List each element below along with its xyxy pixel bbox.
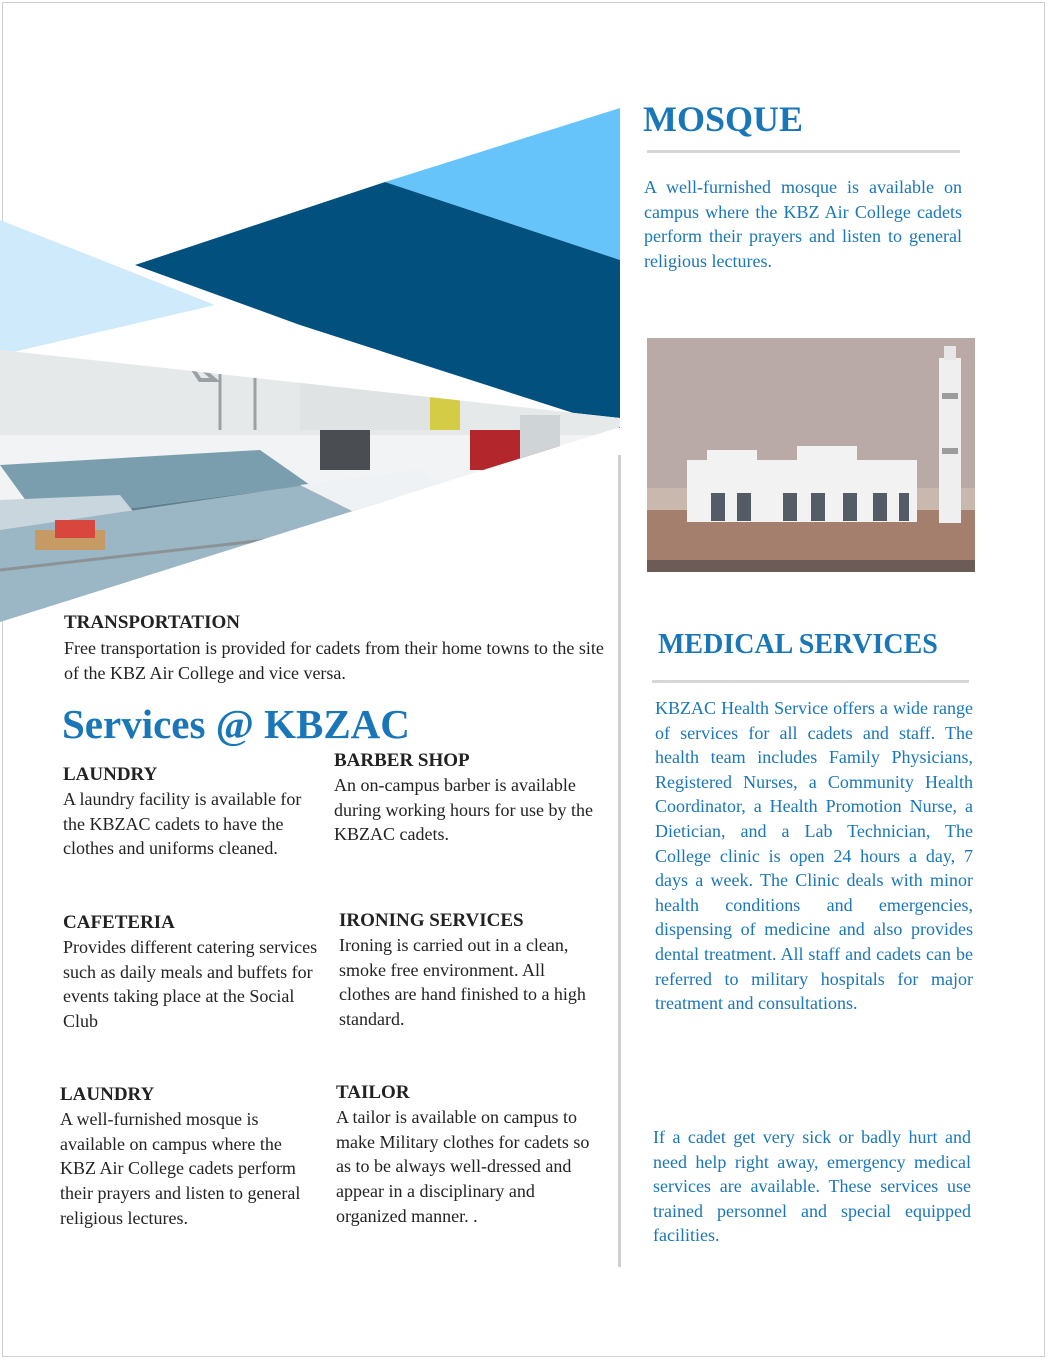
mosque-photo bbox=[647, 338, 975, 572]
mosque-text: A well-furnished mosque is available on campus where the KBZ Air College cadets perform their prayers and listen to general religious lectures. bbox=[644, 177, 962, 271]
service-ironing bbox=[339, 909, 599, 1032]
service-heading: IRONING SERVICES bbox=[339, 910, 524, 931]
transportation-text: Free transportation is provided for cadets from their home towns to the site of the KBZ Air College and vice versa. bbox=[64, 638, 604, 683]
transportation-heading: TRANSPORTATION bbox=[64, 612, 240, 633]
services-title: Services @ KBZAC bbox=[62, 701, 410, 747]
service-heading: CAFETERIA bbox=[63, 912, 175, 933]
medical-heading: MEDICAL SERVICES bbox=[658, 629, 938, 660]
service-text: A well-furnished mosque is available on campus where the KBZ Air College cadets perform their prayers and listen to general religious lectures. bbox=[60, 1109, 301, 1228]
medical-rule bbox=[652, 680, 969, 683]
service-heading: TAILOR bbox=[336, 1082, 410, 1103]
service-text: Ironing is carried out in a clean, smoke free environment. All clothes are hand finished to a high standard. bbox=[339, 935, 586, 1030]
service-text: A laundry facility is available for the KBZAC cadets to have the clothes and uniforms cleaned. bbox=[63, 789, 302, 859]
light-blue-triangle bbox=[0, 220, 215, 355]
service-heading: BARBER SHOP bbox=[334, 750, 470, 771]
medical-text-2: If a cadet get very sick or badly hurt and need help right away, emergency medical services are available. These services use trained personnel and special equipped facilities. bbox=[653, 1127, 971, 1246]
service-laundry-2 bbox=[60, 1083, 315, 1231]
service-text: An on-campus barber is available during working hours for use by the KBZAC cadets. bbox=[334, 775, 593, 845]
service-tailor bbox=[336, 1081, 598, 1229]
service-heading: LAUNDRY bbox=[63, 764, 158, 785]
hero-graphic bbox=[0, 100, 625, 630]
service-heading: LAUNDRY bbox=[60, 1084, 155, 1105]
service-text: Provides different catering services such as daily meals and buffets for events taking place at the Social Club bbox=[63, 937, 318, 1032]
mosque-heading: MOSQUE bbox=[643, 99, 804, 139]
service-laundry bbox=[63, 763, 313, 861]
mosque-rule bbox=[647, 150, 960, 153]
column-divider bbox=[618, 455, 621, 1267]
service-barber-shop bbox=[334, 749, 594, 847]
service-text: A tailor is available on campus to make Military clothes for cadets so as to be always well-dressed and appear in a disciplinary and organized manner. . bbox=[336, 1107, 590, 1226]
service-cafeteria bbox=[63, 911, 318, 1034]
medical-text-1: KBZAC Health Service offers a wide range of services for all cadets and staff. The health team includes Family Physicians, Registered Nurses, a Community Health Coordinator, a Health Promotion Nurse, a Dietician, and a Lab Technician, The College clinic is open 24 hours a day, 7 days a week. The Clinic deals with minor health conditions and emergencies, dispensing of medicine and also provides dental treatment. All staff and cadets can be referred to military hospitals for major treatment and consultations. bbox=[655, 698, 973, 1014]
